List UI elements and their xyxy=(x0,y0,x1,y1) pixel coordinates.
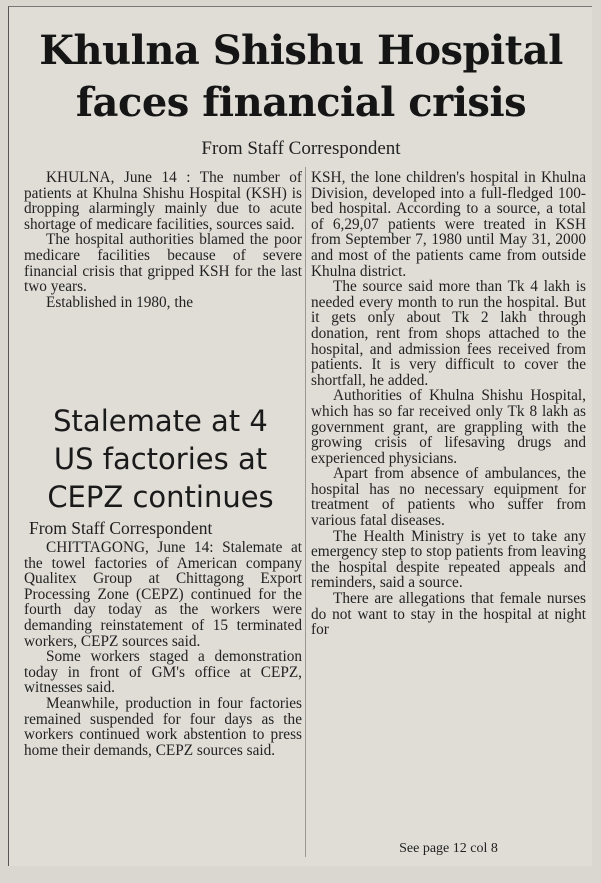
article-paragraph: KHULNA, June 14 : The number of patients at Khulna Shishu Hospital (KSH) is dropping alarmingly mainly due to acute shortage of medicare facilities, sources said. xyxy=(24,169,302,233)
article-paragraph: The Health Ministry is yet to take any emergency step to stop patients from leaving the hospital despite repeated appeals and reminders, said a source. xyxy=(311,527,586,592)
sub-article-paragraph: Some workers staged a demonstration today in front of GM's office at CEPZ, witnesses said. xyxy=(24,648,302,697)
article-paragraph: There are allegations that female nurses do not want to stay in the hospital at night for xyxy=(311,590,586,639)
sub-article-body xyxy=(24,540,302,758)
sub-article-byline: From Staff Correspondent xyxy=(29,518,213,538)
article-paragraph: The hospital authorities blamed the poor medicare facilities because of severe financial crisis that gripped KSH for the last two years. xyxy=(24,231,302,296)
continuation-note: See page 12 col 8 xyxy=(399,841,498,856)
sub-headline-line-3: CEPZ continues xyxy=(47,480,274,514)
article-paragraph: Established in 1980, the xyxy=(46,293,194,311)
newspaper-clipping xyxy=(8,6,592,866)
article-paragraph: The source said more than Tk 4 lakh is needed every month to run the hospital. But it gets only about Tk 2 lakh through donation, rent from shops attached to the hospital, and admission fees received from patients. It is very difficult to cover the shortfall, he added. xyxy=(311,278,586,389)
article-column-2 xyxy=(311,170,586,638)
article-paragraph: Apart from absence of ambulances, the hospital has no necessary equipment for treatment of patients who suffer from various fatal diseases. xyxy=(311,465,586,530)
headline-line-1: Khulna Shishu Hospital xyxy=(39,27,563,74)
sub-headline-line-1: Stalemate at 4 xyxy=(53,404,268,438)
article-byline: From Staff Correspondent xyxy=(201,138,401,159)
sub-article-headline xyxy=(19,402,302,516)
sub-article-paragraph: CHITTAGONG, June 14: Stalemate at the towel factories of American company Qualitex Group at Chittagong Export Processing Zone (CEPZ) continued for the fourth day today as the workers were demanding reinstatement of 15 terminated workers, CEPZ sources said. xyxy=(24,539,302,650)
article-headline xyxy=(9,25,592,129)
article-paragraph: KSH, the lone children's hospital in Khulna Division, developed into a full-fledged 100-bed hospital. According to a source, a total of 6,29,07 patients were treated in KSH from September 7, 1980 until May 31, 2000 and most of the patients came from outside Khulna district. xyxy=(311,169,586,280)
headline-line-2: faces financial crisis xyxy=(75,79,527,126)
sub-article-paragraph: Meanwhile, production in four factories remained suspended for four days as the workers continued work abstention to press home their demands, CEPZ sources said. xyxy=(24,694,302,759)
article-column-1 xyxy=(24,170,302,310)
article-paragraph: Authorities of Khulna Shishu Hospital, which has so far received only Tk 8 lakh as government grant, are grappling with the growing crisis of lifesaving drugs and experienced physicians. xyxy=(311,387,586,467)
column-divider xyxy=(305,167,306,857)
sub-headline-line-2: US factories at xyxy=(53,442,268,476)
